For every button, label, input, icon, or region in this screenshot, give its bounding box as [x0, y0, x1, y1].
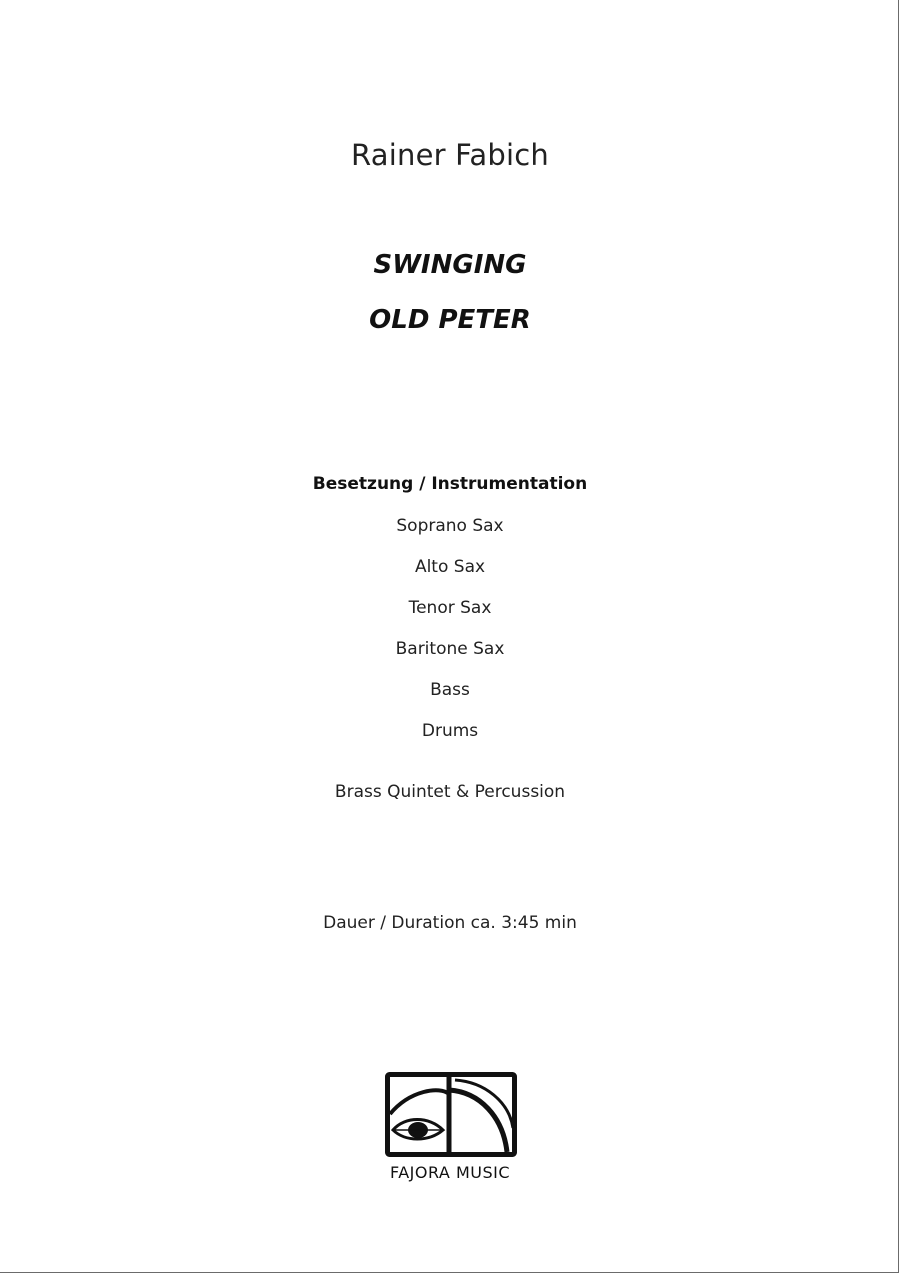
instrumentation-heading: Besetzung / Instrumentation [312, 474, 588, 494]
instrument-item: Drums [421, 721, 479, 741]
instrument-item: Soprano Sax [396, 516, 504, 536]
composer-name: Rainer Fabich [351, 138, 549, 172]
instrument-item: Bass [430, 680, 470, 700]
title-line-1: SWINGING [373, 250, 527, 280]
ensemble-note: Brass Quintet & Percussion [334, 782, 566, 802]
duration-text: Dauer / Duration ca. 3:45 min [323, 913, 577, 933]
fajora-eye-logo-icon [385, 1072, 517, 1157]
instrument-item: Baritone Sax [395, 639, 505, 659]
instrument-list [0, 514, 900, 760]
instrument-item: Alto Sax [414, 557, 486, 577]
publisher-name: FAJORA MUSIC [389, 1163, 511, 1182]
instrument-item: Tenor Sax [408, 598, 492, 618]
title-line-2: OLD PETER [369, 305, 531, 335]
